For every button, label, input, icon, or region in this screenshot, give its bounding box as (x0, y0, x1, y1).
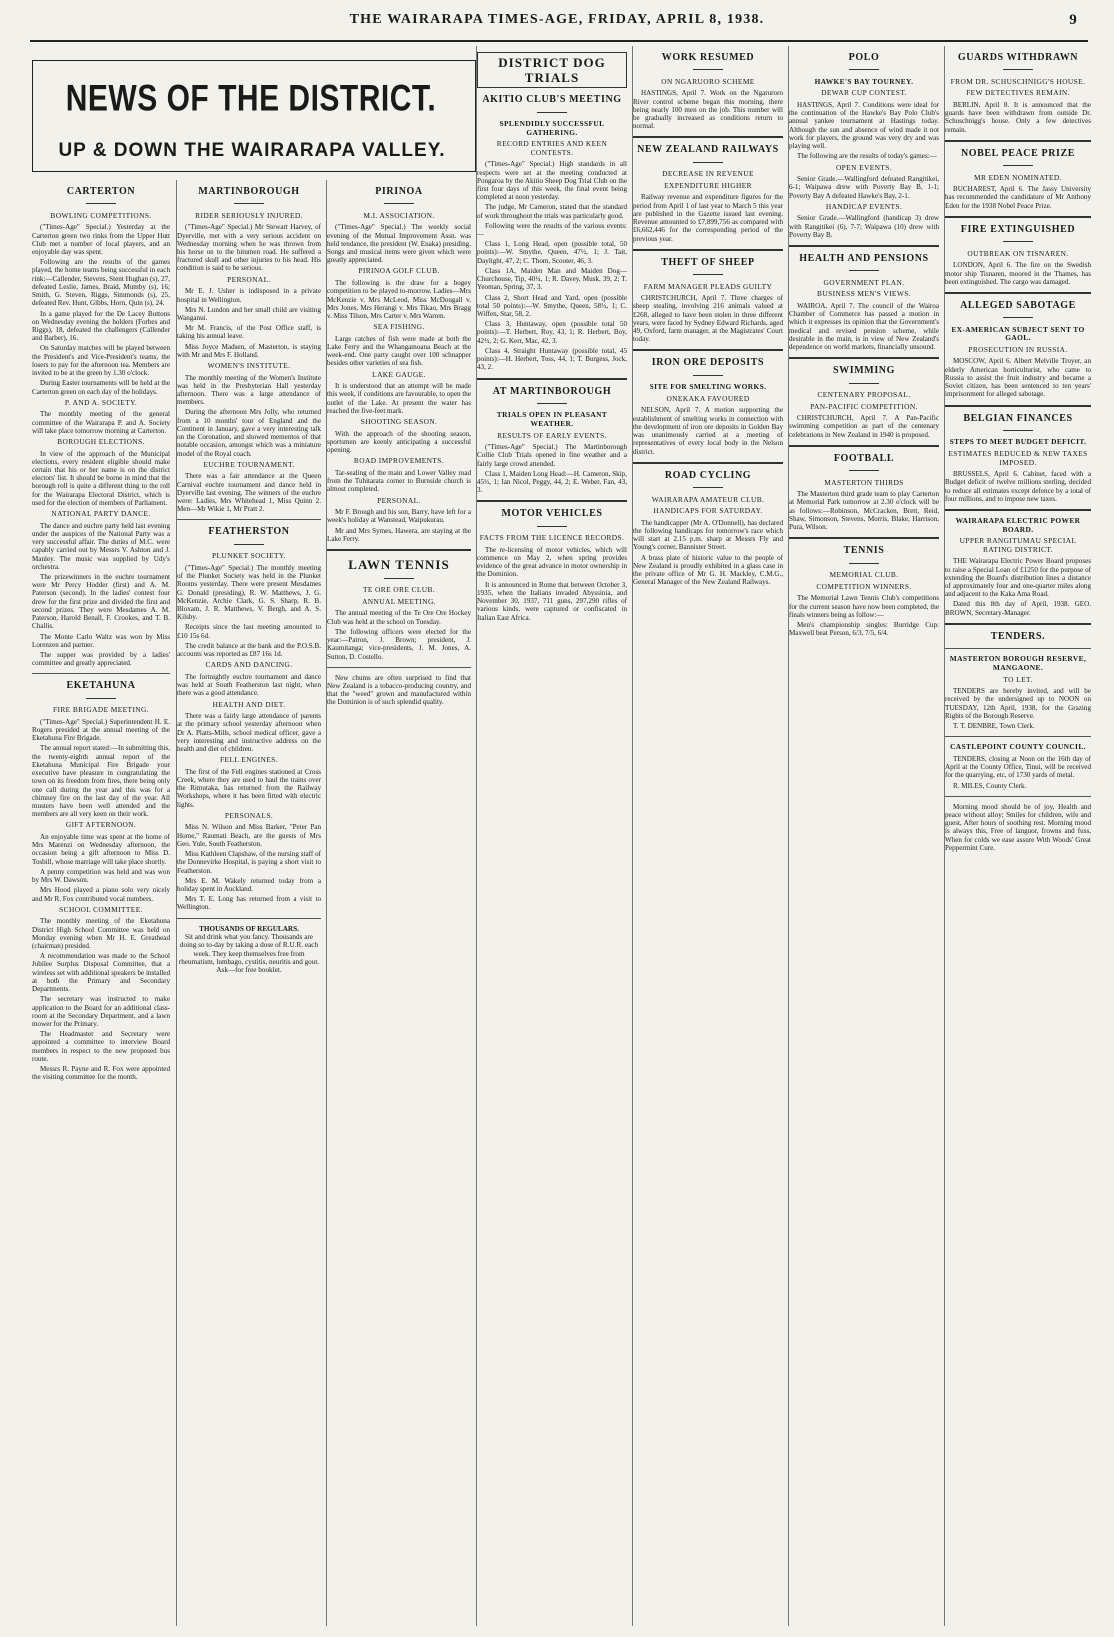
paragraph: Messrs R. Payne and R. Fox were appointed the visiting committee for the month. (32, 1065, 170, 1082)
rule (177, 918, 321, 919)
paragraph: The Memorial Lawn Tennis Club's competitions for the current season have now been completed, the finals winners being as follow:— (789, 594, 939, 619)
paragraph: The annual report stated:—In submitting this, the twenty-eighth annual report of the Eketahuna Municipal Fire Brigade your executive have pleasure in congratulating the town on its freedom from fires, there being only one call during the year and this was for a chimney fire on the last day of the year. All musters have been well attended and the members are all very keen on their work. (32, 744, 170, 819)
paragraph: Men's championship singles: Burridge Cup: Maxwell beat Person, 6/3, 7/5, 6/4. (789, 620, 939, 638)
paragraph: A recommendation was made to the School Jubilee Surplus Disposal Committee, that a wireless set with additional speakers be installed at both the Primary and Secondary Departments. (32, 952, 170, 994)
paragraph: Mrs T. E. Long has returned from a visit to Wellington. (177, 895, 321, 912)
paragraph: Miss N. Wilson and Miss Barker, "Peter Pan Home," Raumati Beach, are the guests of Mrs Geo. Yule, South Featherston. (177, 823, 321, 848)
divider (32, 200, 170, 208)
paragraph: The annual meeting of the Te Ore Ore Hockey Club was held at the school on Tuesday. (327, 609, 471, 626)
sub-heading: FROM DR. SCHUSCHNIGG'S HOUSE. (950, 76, 1086, 86)
sub-heading: PIRINOA GOLF CLUB. (358, 266, 440, 276)
rule (789, 445, 939, 447)
sub-heading: LAKE GAUGE. (372, 369, 426, 379)
paragraph: The Masterton third grade team to play Carterton at Memorial Park tomorrow at 2.30 o'clock will be as follows:—Robinson, McCracken, Brett, Reid, Shaw, Simonson, Stevens, Morris, Blake, Harrison, Pura, Wilson. (789, 490, 939, 532)
ad-heading: THOUSANDS OF REGULARS. (199, 924, 299, 933)
sub-heading: TE ORE ORE CLUB. (362, 585, 436, 595)
paragraph: Mrs Hood played a piano solo very nicely and Mr R. Fox contributed vocal numbers. (32, 886, 170, 903)
section-heading: CARTERTON (66, 186, 136, 197)
section-heading: SWIMMING (832, 365, 896, 377)
rule (945, 736, 1091, 737)
paragraph: Receipts since the last meeting amounted to £10 15s 6d. (177, 623, 321, 640)
sub-heading: EX-AMERICAN SUBJECT SENT TO GAOL. (951, 324, 1085, 343)
section-heading: MOTOR VEHICLES (501, 508, 603, 520)
sub-heading: ANNUAL MEETING. (362, 596, 436, 606)
rule (945, 140, 1091, 142)
paragraph: There was a fair attendance at the Queen Carnival euchre tournament and dance held in Dyerville last evening. The winners of the euchre were: Ladies, Mrs Whitehead 1, Miss Quinn 2. Men—Mr Wikie 1, Mr Pratt 2. (177, 472, 321, 514)
section-heading: ALLEGED SABOTAGE (960, 299, 1076, 311)
paragraph: T. T. DENBRE, Town Clerk. (953, 722, 1035, 731)
rule (477, 378, 627, 380)
paragraph: WAIROA, April 7. The council of the Wairoa Chamber of Commerce has passed a motion in which it expresses its opinion that the Government's medical and revised pension scheme, while desirable in the main, is in view of New Zealand's dependence on world markets, financially unsound. (789, 301, 939, 352)
sub-heading: SITE FOR SMELTING WORKS. (649, 382, 767, 392)
section-heading: TENNIS (843, 545, 885, 557)
paragraph: With the approach of the shooting season, sportsmen are keenly anticipating a successful opening. (327, 429, 471, 455)
paragraph: MOSCOW, April 6. Albert Melville Troyer, an elderly American horticulturist, who came to Russia to assist the fruit industry and became a Soviet citizen, has been sentenced to ten years' imprisonment for alleged sabotage. (945, 357, 1091, 399)
sub-heading: MASTERTON THIRDS (824, 477, 904, 487)
section-heading: NEW ZEALAND RAILWAYS (637, 144, 779, 156)
paragraph: HASTINGS, April 7. Conditions were ideal for the continuation of the Hawke's Bay Polo Club's annual yankee tournament at Hastings today. Although the sun and absence of wind made it not work for players, the ground was very dry and was playing well. (789, 100, 939, 151)
paragraph: The dance and euchre party held last evening under the auspices of the National Party was a very successful affair. The duties of M.C. were capably carried out by Messrs V. Ashton and J. Manley. The music was supplied by Udy's orchestra. (32, 521, 170, 571)
sub-heading: WOMEN'S INSTITUTE. (207, 361, 291, 371)
divider (945, 237, 1091, 245)
section-heading: ROAD CYCLING (664, 469, 752, 481)
sub-heading: RESULTS OF EARLY EVENTS. (497, 430, 607, 440)
banner-subtitle: UP & DOWN THE WAIRARAPA VALLEY. (58, 140, 446, 161)
paragraph: ("Times-Age" Special.) Mr Stewart Harvey, of Dyerville, met with a very serious accident on Wednesday morning when he was thrown from his horse on to the bitumen road. He suffered a fractured skull and other injuries to his head. His condition is said to be serious. (177, 223, 321, 273)
sub-heading: STEPS TO MEET BUDGET DEFICIT. (949, 437, 1087, 447)
ad-text: Sit and drink what you fancy. Thousands are doing so to-day by taking a dose of R.U.R. each week. They keep themselves free from rheumatism, lumbago, cystitis, neuritis and gout. Ask—for free booklet. (178, 932, 320, 975)
sub-heading: HAWKE'S BAY TOURNEY. (814, 76, 914, 86)
rule (945, 623, 1091, 625)
rule (177, 519, 321, 520)
sub-heading: MR EDEN NOMINATED. (974, 172, 1062, 182)
paragraph: The following is the draw for a bogey competition to be played to-morrow. Ladies—Mrs McKenzie v. Mrs McLeod, Miss McDougall v. Mrs Jones, Mrs Herangi v. Mrs Tikao, Mrs Bragg v. Miss Tilson, Mrs Carter v. Mrs Warren. (327, 279, 471, 320)
section-heading: POLO (848, 52, 880, 63)
divider (32, 694, 170, 702)
paragraph: During the afternoon Mrs Jolly, who returned from a 10 months' tour of England and the Continent in January, gave a very interesting talk on the Coronation, and showed mementos of that notable occasion, amongst which was a miniature model of the Royal coach. (177, 408, 321, 458)
rule (32, 673, 170, 674)
paragraph: ("Times-Age" Special.) High standards in all respects were set at the meeting conducted at Pongaroa by the Akitio Sheep Dog Trial Club on the first four days of this week, the final event being completed at noon yesterday. (477, 160, 627, 202)
sub-heading: HANDICAP EVENTS. (825, 201, 903, 211)
paragraph: Dated this 8th day of April, 1938. GEO. BROWN, Secretary-Manager. (945, 600, 1091, 617)
paragraph: During Easter tournaments will be held at the Carterton green on each day of the holidays. (32, 379, 170, 396)
sub-heading: EUCHRE TOURNAMENT. (203, 459, 295, 469)
paragraph: The secretary was instructed to make application to the Board for an additional class-room at the Secondary Department, and a lawn mower for the Primary. (32, 995, 170, 1028)
sub-heading: GOVERNMENT PLAN. (823, 277, 905, 287)
paragraph: The credit balance at the bank and the P.O.S.B. accounts was reported as £87 16s 1d. (177, 641, 321, 659)
section-heading: BELGIAN FINANCES (963, 412, 1073, 424)
paragraph: The supper was provided by a ladies' committee and greatly appreciated. (32, 650, 170, 668)
rule (945, 796, 1091, 797)
rule (633, 462, 783, 464)
rule (945, 648, 1091, 649)
section-heading: PIRINOA (375, 186, 423, 197)
rule (477, 500, 627, 502)
paragraph: Railway revenue and expenditure figures for the period from April 1 of last year to March 5 this year are published in the Gazette issued last evening. Revenue amounted to £7,899,756 as compared with £6,662,446 for the corresponding period of the previous year. (633, 193, 783, 243)
sub-heading: ROAD IMPROVEMENTS. (353, 456, 445, 466)
paragraph: Miss Kathleen Clapshaw, of the nursing staff of the Donnevirke Hospital, is paying a short visit to Featherston. (177, 850, 321, 875)
divider (477, 522, 627, 530)
sub-heading: CENTENARY PROPOSAL. (817, 390, 911, 400)
section-heading: GUARDS WITHDRAWN (957, 52, 1079, 63)
sub-heading: TO LET. (1003, 674, 1033, 684)
divider (945, 66, 1091, 74)
sub-heading: PAN-PACIFIC COMPETITION. (810, 401, 918, 411)
sub-heading: M.I. ASSOCIATION. (363, 210, 435, 220)
paragraph: Class 4, Straight Huntaway (possible total, 45 points):—H. Herbert, Toss, 44, 1; T. Burgess, Jock, 43, 2. (477, 346, 627, 372)
divider (327, 200, 471, 208)
paragraph: A penny competition was held and was won by Mrs W. Dawson. (32, 867, 170, 885)
rule (789, 245, 939, 247)
paragraph: Class 1A, Maiden Man and Maiden Dog—Churchouse, Tip, 40¼, 1; R. Davey, Musk, 39, 2; T. Yeoman, Spring, 37, 3. (477, 266, 627, 292)
paragraph: The first of the Fell engines stationed at Cross Creek, where they are used to haul the trains over the Rimutaka, has returned from the Railway Workshops, where it has been fitted with electric lights. (177, 767, 321, 809)
paragraph: LONDON, April 6. The fire on the Swedish motor ship Tisnaren, moored in the Thames, has been extinguished. The cargo was damaged. (945, 261, 1091, 286)
rule (789, 537, 939, 539)
masthead (0, 0, 1114, 40)
paragraph: Mrs N. Lundon and her small child are visiting Wanganui. (177, 305, 321, 322)
sub-heading: ESTIMATES REDUCED & NEW TAXES IMPOSED. (948, 448, 1088, 467)
sub-heading: TRIALS OPEN IN PLEASANT WEATHER. (496, 410, 608, 428)
divider (789, 559, 939, 567)
paragraph: The fortnightly euchre tournament and dance was held at South Featherston last night, when there was a good attendance. (177, 672, 321, 698)
section-heading: TENDERS. (990, 630, 1046, 642)
paragraph: It is understood that an attempt will be made this week, if conditions are favourable, to open the outlet of the Lake. At present the water has reached the five-feet mark. (327, 382, 471, 415)
sub-heading: OUTBREAK ON TISNAREN. (967, 248, 1069, 258)
paragraph: BERLIN, April 8. It is announced that the guards have been withdrawn from outside Dr. Schuschnigg's house. Only a few detectives remain. (945, 100, 1091, 134)
paragraph: Large catches of fish were made at both the Lake Ferry and the Whangamoana Beach at the week-end. One party caught over 100 schnapper besides other varieties of sea fish. (327, 334, 471, 368)
paragraph: It is announced in Rome that between October 3, 1935, when the Italians invaded Abyssinia, and November 30, 1937, 711 guns, 297,290 rifles of various kinds, were captured or confiscated in Italian East Africa. (477, 580, 627, 622)
rule (945, 405, 1091, 407)
paragraph: New chums are often surprised to find that New Zealand is a tobacco-producing country, and that the "weed" grown and manufactured within the Dominion is of such splendid quality. (327, 673, 471, 707)
paragraph: TENDERS, closing at Noon on the 16th day of April at the County Office, Tinui, will be received for the quarrying, etc, of 1730 yards of metal. (945, 754, 1091, 780)
paragraph: TENDERS are hereby invited, and will be received by the undersigned up to NOON on TUESDAY, 12th April, 1938, for the Grazing Rights of the Borough Reserve. (945, 687, 1091, 720)
paragraph: BRUSSELS, April 6. Cabinet, faced with a Budget deficit of twelve millions sterling, decided to reduce all estimates except defence by a total of four millions, and to impose new taxes. (945, 470, 1091, 503)
sub-heading: ON NGARUORO SCHEME (661, 76, 755, 86)
section-heading: FIRE EXTINGUISHED (960, 223, 1076, 235)
sub-heading: GIFT AFTERNOON. (65, 820, 137, 830)
paragraph: ("Times-Age" Special.) Yesterday at the Carterton green two rinks from the Upper Hutt Club met a number of local players, and an enjoyable day was spent. (32, 223, 170, 257)
divider (327, 574, 471, 582)
paragraph: The monthly meeting of the Eketahuna District High School Committee was held on Monday evening when Mr H. E. Greathead (chairman) presided. (32, 917, 170, 950)
sub-heading: P. AND A. SOCIETY. (64, 397, 138, 407)
rule (789, 357, 939, 359)
section-heading: MARTINBOROUGH (198, 186, 300, 197)
section-heading: NOBEL PEACE PRIZE (960, 147, 1076, 159)
paragraph: ("Times-Age" Special.) The Martinborough Collie Club Trials opened in fine weather and a fairly large crowd attended. (477, 443, 627, 468)
section-heading: WORK RESUMED (661, 52, 755, 63)
sub-heading: PERSONAL. (227, 274, 271, 284)
paragraph: BUCHAREST, April 6. The Jassy University has recommended the candidature of Mr Anthony Eden for the 1938 Nobel Peace Prize. (945, 185, 1091, 210)
paragraph: HASTINGS, April 7. Work on the Ngaruroro River control scheme began this morning, there being nearly 100 men on the job. This number will be gradually increased as conditions return to normal. (633, 89, 783, 131)
sub-heading: SPLENDIDLY SUCCESSFUL GATHERING. (499, 118, 605, 137)
paragraph: An enjoyable time was spent at the home of Mrs Marenzi on Wednesday afternoon, the occasion being a gift afternoon to Miss D. Tosbill, whose marriage will take place shortly. (32, 833, 170, 866)
paragraph: Mr E. J. Usher is indisposed in a private hospital in Wellington. (177, 287, 321, 304)
sub-heading: FARM MANAGER PLEADS GUILTY (643, 281, 773, 291)
paragraph: Miss Joyce Madsen, of Masterton, is staying with Mr and Mrs F. Holland. (177, 342, 321, 359)
sub-heading: COMPETITION WINNERS. (816, 581, 912, 591)
masthead-title: THE WAIRARAPA TIMES-AGE, FRIDAY, APRIL 8, 1938. (349, 12, 765, 27)
column-dog-trials (476, 46, 627, 1626)
sub-heading: FIRE BRIGADE MEETING. (52, 705, 150, 715)
section-heading: HEALTH AND PENSIONS (799, 252, 929, 264)
rule (633, 249, 783, 251)
paragraph: Tar-sealing of the main and Lower Valley road from the Tuhitarata corner to Burnside church is almost completed. (327, 468, 471, 494)
sub-heading: PERSONALS. (224, 810, 274, 820)
sub-heading: MEMORIAL CLUB. (829, 570, 899, 580)
divider (477, 399, 627, 407)
paragraph: Following were the results of the various events:— (477, 221, 627, 239)
banner-title: NEWS OF THE DISTRICT. (65, 77, 437, 119)
sub-heading: UPPER RANGITUMAU SPECIAL RATING DISTRICT. (959, 536, 1077, 554)
paragraph: ("Times-Age" Special.) The monthly meeting of the Plunket Society was held in the Plunket Rooms yesterday. There were present Mesdames G. Donald (presiding), R. W. Matthews, J. G. McKenzie, Archie Clark, G. S. Sharp, R. B. Bloxam, J. R. Matthews, V. Bergh, and A. S. Kilsby. (177, 563, 321, 622)
sub-heading: FEW DETECTIVES REMAIN. (966, 88, 1070, 98)
paragraph: The monthly meeting of the Women's Institute was held in the Presbyterian Hall yesterday afternoon. There was a large attendance of members. (177, 373, 321, 407)
paragraph: There was a fairly large attendance of parents at the primary school yesterday afternoon when Dr A. Platts-Mills, school medical officer, gave a very interesting and instructive address on the health and diet of children. (177, 712, 321, 753)
sub-heading: DEWAR CUP CONTEST. (821, 88, 907, 98)
paragraph: In a game played for the De Lacey Buttons on Wednesday evening the holders (Forbes and Riggs), 18, defeated the challengers (Callender and Barber), 16. (32, 309, 170, 343)
paragraph: Senior Grade.—Wallingford defeated Rangitikei, 6-1; Waipawa drew with Poverty Bay B, 1-1; Poverty Bay A defeated Hawke's Bay, 2-1. (789, 175, 939, 200)
divider (633, 158, 783, 166)
notice-heading: CASTLEPOINT COUNTY COUNCIL. (950, 742, 1086, 752)
sub-heading: PROSECUTION IN RUSSIA. (968, 344, 1068, 354)
paragraph: The following are the results of today's games:— (797, 152, 937, 161)
divider (945, 161, 1091, 169)
rule (327, 549, 471, 551)
paragraph: The prizewinners in the euchre tournament were Mr Percy Hodder (first) and A. M. Paterson (second). In the ladies' contest four drew for the first prize and divided the first and second prizes. They were Mesdames A. M. Paterson, Harold Benall, F. Crookes, and T. B. Challis. (32, 573, 170, 631)
paragraph: ("Times-Age" Special.) The weekly social evening of the Mutual Improvement Assn. was held tendance, the president (W. Enaka) presiding. Songs and musical items were given which were greatly appreciated. (327, 223, 471, 265)
paragraph: Following are the results of the games played, the home teams being successful in each rink:—Callender, Stevens, Stent Hughan (s), 27, defeated Leslie, James, Braid, Mumby (s), 16; Smith, G. Steven, Riggs, Simmonds (s), 25, defeated Rev. Hunt, Gibbs, Horn, Quin (s), 24. (32, 258, 170, 308)
divider (789, 466, 939, 474)
advertisement (177, 925, 321, 975)
paragraph: The judge, Mr Cameron, stated that the standard of work throughout the trials was particularly good. (477, 203, 627, 220)
section-heading: IRON ORE DEPOSITS (651, 357, 765, 369)
divider (633, 371, 783, 379)
divider (177, 200, 321, 208)
section-heading: AT MARTINBOROUGH (492, 385, 612, 397)
paragraph: The monthly meeting of the general committee of the Wairarapa P. and A. Society will take place tomorrow morning at Carterton. (32, 410, 170, 435)
paragraph: The handicapper (Mr A. O'Donnell), has declared the following handicaps for tomorrow's race which will start at 2.15 p.m. sharp at Messrs Fly and Young's corner, Bannister Street. (633, 518, 783, 552)
sub-heading: DECREASE IN REVENUE (662, 169, 754, 179)
masthead-rule (30, 40, 1088, 42)
sub-heading: BOWLING COMPETITIONS. (50, 210, 152, 220)
divider (633, 66, 783, 74)
paragraph: R. MILES, County Clerk. (953, 781, 1027, 790)
paragraph: Mr and Mrs Symes, Hawera, are staying at the Lake Ferry. (327, 526, 471, 543)
rule (945, 292, 1091, 294)
section-heading: FEATHERSTON (208, 526, 290, 538)
notice-heading: WAIRARAPA ELECTRIC POWER BOARD. (955, 516, 1081, 534)
sub-heading: BUSINESS MEN'S VIEWS. (817, 289, 911, 299)
paragraph: NELSON, April 7. A motion supporting the establishment of smelting works in connection with the development of iron ore deposits in Golden Bay was unanimously carried at a meeting of representatives of every local body in the Nelson district. (633, 406, 783, 456)
sub-heading: RIDER SERIOUSLY INJURED. (195, 210, 303, 220)
sub-heading: EXPENDITURE HIGHER (664, 180, 752, 190)
sub-heading: CARDS AND DANCING. (205, 660, 293, 670)
paragraph: Class 2, Short Head and Yard, open (possible total 50 points):—W. Smythe, Queen, 58½, 1; C. Wiffen, Star, 58, 2. (477, 293, 627, 318)
paragraph: The Monte Carlo Waltz was won by Miss Lorenzen and partner. (32, 632, 170, 649)
divider (633, 270, 783, 278)
sub-heading: FACTS FROM THE LICENCE RECORDS. (479, 533, 625, 543)
sub-heading: ONEKAKA FAVOURED (666, 393, 750, 403)
sub-heading: SHOOTING SEASON. (360, 417, 438, 427)
sub-heading: WAIRARAPA AMATEUR CLUB. (651, 494, 765, 504)
sub-heading: OPEN EVENTS. (835, 162, 893, 172)
section-heading: LAWN TENNIS (348, 556, 450, 572)
column-sports (788, 46, 939, 1626)
column-pirinoa (326, 180, 471, 1626)
column-carterton (32, 180, 170, 1626)
section-heading: DISTRICT DOG TRIALS (477, 52, 627, 88)
paragraph: The Headmaster and Secretary were appointed a committee to interview Board members in respect to the new proposed bus route. (32, 1030, 170, 1063)
page-number: 9 (1069, 12, 1078, 28)
divider (177, 540, 321, 548)
paragraph: The following officers were elected for the year:—Patron, J. Brown; president, J. Kaumitanga; vice-presidents, J. M. Jones, A. Sutton, D. Costello. (327, 627, 471, 661)
section-heading: AKITIO CLUB'S MEETING (482, 94, 622, 106)
column-cables (944, 46, 1091, 1626)
column-news (632, 46, 783, 1626)
paragraph: In view of the approach of the Municipal elections, every resident eligible should make certain that his or her name is on the district electors' list. It should be borne in mind that the borough roll is quite a different thing to the roll for the Wairarapa Electoral District, which is used for the election of members of Parliament. (32, 449, 170, 507)
section-heading: THEFT OF SHEEP (661, 256, 755, 268)
divider (945, 314, 1091, 322)
divider (633, 483, 783, 491)
paragraph: Morning mood should be of joy, Health and peace without alloy; Smiles for children, wife and guest, After hours of soothing rest. Morning mood is always this, Free of languor, frowns and fuss, When for colds we ease assure With Woods' Great Peppermint Cure. (945, 802, 1091, 852)
rule (633, 136, 783, 138)
sub-heading: RECORD ENTRIES AND KEEN CONTESTS. (496, 139, 608, 157)
divider (789, 267, 939, 275)
paragraph: Mrs E. M. Wakely returned today from a holiday spent in Auckland. (177, 876, 321, 893)
paragraph: THE Wairarapa Electric Power Board proposes to raise a Special Loan of £1250 for the purpose of extending the Board's distribution lines a distance of approximately four and one-quarter miles along and adjacent to the Kaka Ama Road. (945, 557, 1091, 599)
sub-heading: NATIONAL PARTY DANCE. (51, 509, 151, 519)
paragraph: Mr M. Francis, of the Post Office staff, is taking his annual leave. (177, 324, 321, 341)
paragraph: The re-licensing of motor vehicles, which will commence on May 2, when spring provides evidence of the great advance in motor ownership in the Dominion. (477, 545, 627, 579)
paragraph: ("Times-Age" Special.) Superintendent H. E. Rogers presided at the annual meeting of the Eketahuna Fire Brigade. (32, 717, 170, 743)
sub-heading: MASTERTON BOROUGH RESERVE, MANGAONE. (949, 654, 1087, 673)
divider (945, 426, 1091, 434)
paragraph: Mr F. Brough and his son, Barry, have left for a week's holiday at Wanstead, Waipukurau. (327, 508, 471, 525)
paragraph: Class 1, Maiden Long Head:—H. Cameron, Skip, 45½, 1; Ian Nicol, Peggy, 44, 2; E. Weber, Fan, 43, 3. (477, 469, 627, 495)
sub-heading: BOROUGH ELECTIONS. (57, 437, 145, 446)
sub-heading: PLUNKET SOCIETY. (212, 551, 286, 561)
paragraph: Senior Grade.—Wallingford (handicap 3) drew with Rangitikei (6), 7-7; Waipawa (10) drew with Poverty Bay B. (789, 214, 939, 239)
paragraph: Class 3, Huntaway, open (possible total 50 points):—T. Herbert, Roy, 43, 1; R. Herbert, Boy, 42½, 2; G. Kerr, Mac, 42, 3. (477, 320, 627, 345)
paragraph: A brass plate of historic value to the people of New Zealand is proudly exhibited in a glass case in the private office of Mr G. H. Mackley, C.M.G., General Manager of the New Zealand Railways. (633, 553, 783, 587)
paragraph: CHRISTCHURCH, April 7. Three charges of sheep stealing, involving 216 animals valued at £268, alleged to have been stolen in three different years, were faced by Sydney Edward Richards, aged 49, Oxford, farm manager, at the Magistrates' Court today. (633, 294, 783, 344)
rule (633, 349, 783, 351)
rule (327, 667, 471, 668)
rule (945, 509, 1091, 511)
paragraph: CHRISTCHURCH, April 7. A Pan-Pacific swimming competition as part of the centenary celebrations in New Zealand in 1940 is proposed. (789, 414, 939, 439)
divider (477, 108, 627, 116)
divider (789, 66, 939, 74)
column-martinborough (176, 180, 321, 1626)
sub-heading: FELL ENGINES. (220, 755, 278, 765)
sub-heading: SCHOOL COMMITTEE. (59, 904, 143, 914)
sub-heading: SEA FISHING. (373, 322, 425, 332)
section-heading: EKETAHUNA (66, 680, 136, 692)
paragraph: Class 1, Long Head, open (possible total, 50 points):—W. Smythe, Queen, 47½, 1; J. Tait, Daylight, 47, 2; C. Thom, Scooter, 46, 3. (477, 240, 627, 265)
sub-heading: PERSONAL. (377, 495, 421, 505)
sub-heading: HEALTH AND DIET. (212, 699, 286, 709)
rule (945, 216, 1091, 218)
divider (789, 379, 939, 387)
sub-heading: HANDICAPS FOR SATURDAY. (653, 506, 763, 516)
section-heading: FOOTBALL (833, 452, 895, 464)
paragraph: On Saturday matches will be played between the President's and Vice-President's teams, the losers to pay for the afternoon tea. Members are invited to be at the green by 1.30 o'clock. (32, 344, 170, 378)
